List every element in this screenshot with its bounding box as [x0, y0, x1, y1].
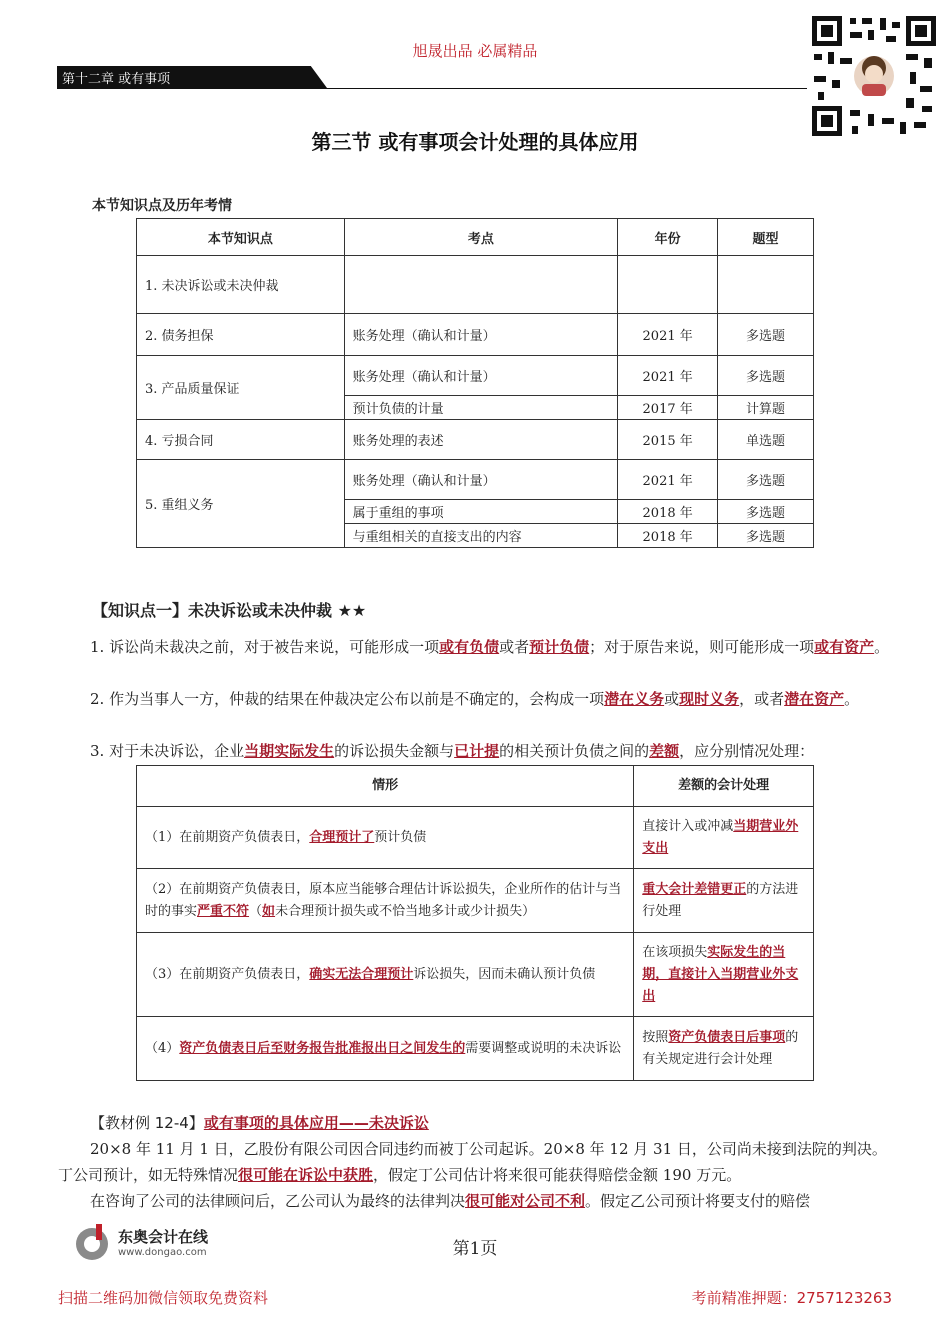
key-term: 确实无法合理预计 [309, 966, 414, 982]
key-term: 资产负债表日后事项 [668, 1029, 786, 1045]
situation-cell [137, 1017, 634, 1081]
logo-name: 东奥会计在线 [118, 1228, 209, 1246]
text-run: （3）在前期资产负债表日， [145, 966, 310, 982]
topic-cell: 5. 重组义务 [137, 460, 345, 548]
table-row [137, 460, 814, 500]
point-cell: 属于重组的事项 [344, 500, 618, 524]
year-cell: 2018 年 [618, 500, 718, 524]
example-paragraph-1 [58, 1136, 892, 1188]
key-term: 已计提 [454, 742, 500, 760]
table-row [137, 314, 814, 356]
key-term: 如 [262, 903, 276, 919]
section-title: 第三节 或有事项会计处理的具体应用 [311, 130, 639, 154]
point-cell: 预计负债的计量 [344, 396, 618, 420]
col-header-point: 考点 [344, 219, 618, 256]
example-label: 【教材例 12-4】 [90, 1114, 204, 1132]
overview-table [136, 218, 814, 548]
type-cell: 多选题 [718, 314, 814, 356]
year-cell [618, 256, 718, 314]
type-cell: 单选题 [718, 420, 814, 460]
text-run: 在咨询了公司的法律顾问后，乙公司认为最终的法律判决 [90, 1192, 466, 1210]
table-row [137, 356, 814, 396]
treatment-cell [634, 933, 814, 1017]
key-term: 严重不符 [197, 903, 250, 919]
text-run: 诉讼损失，因而未确认预计负债 [413, 966, 596, 982]
year-cell: 2021 年 [618, 314, 718, 356]
type-cell [718, 256, 814, 314]
key-term: 很可能在诉讼中获胜 [238, 1166, 374, 1184]
situation-cell [137, 869, 634, 933]
key-term: 当期营业外支出 [642, 818, 799, 856]
treatment-cell [634, 807, 814, 869]
text-run: 3. 对于未决诉讼，企业 [90, 742, 245, 760]
text-run: （2）在前期资产负债表日，原本应当能够合理估计诉讼损失，企业所作的估计与当时的事实 [145, 881, 622, 919]
type-cell: 多选题 [718, 524, 814, 548]
situation-cell [137, 933, 634, 1017]
col-header-treatment: 差额的会计处理 [634, 766, 814, 807]
key-term: 潜在义务 [604, 690, 665, 708]
text-run: 的诉讼损失金额与 [334, 742, 455, 760]
cases-table [136, 765, 814, 1081]
key-term: 预计负债 [529, 638, 590, 656]
topic-cell: 2. 债务担保 [137, 314, 345, 356]
text-run: 直接计入或冲减 [642, 818, 734, 834]
page-number: 第1页 [452, 1239, 498, 1259]
type-cell: 多选题 [718, 500, 814, 524]
text-run: 或者 [499, 638, 530, 656]
point-cell [344, 256, 618, 314]
text-run: 按照 [642, 1029, 669, 1045]
text-run: 未合理预计损失或不恰当地多计或少计损失） [275, 903, 536, 919]
point-cell: 账务处理（确认和计量） [344, 314, 618, 356]
text-run: 1. 诉讼尚未裁决之前，对于被告来说，可能形成一项 [90, 638, 440, 656]
text-run: 20×8 年 11 月 1 日，乙股份有限公司因合同违约而被丁公司起诉。20×8 年 12 月 31 日，公司尚未接到法院的判决。丁公司预计，如无特殊情况 [58, 1140, 887, 1184]
text-run: ；对于原告来说，则可能形成一项 [589, 638, 815, 656]
text-run: （ [249, 903, 263, 919]
key-term: 资产负债表日后至财务报告批准报出日之间发生的 [179, 1040, 466, 1056]
situation-cell [137, 807, 634, 869]
chapter-label: 第十二章 或有事项 [62, 72, 171, 87]
text-run: 。假定乙公司预计将要支付的赔偿 [585, 1192, 811, 1210]
paragraph-1 [58, 634, 892, 660]
text-run: 2. 作为当事人一方，仲裁的结果在仲裁决定公布以前是不确定的，会构成一项 [90, 690, 605, 708]
text-run: （4） [145, 1040, 180, 1056]
point-cell: 账务处理（确认和计量） [344, 460, 618, 500]
brand-banner: 旭晟出品 必属精品 [412, 42, 538, 60]
year-cell: 2017 年 [618, 396, 718, 420]
year-cell: 2021 年 [618, 460, 718, 500]
topic-cell: 3. 产品质量保证 [137, 356, 345, 420]
knowledge-heading: 【知识点一】未决诉讼或未决仲裁 ★★ [92, 601, 367, 620]
col-header-topic: 本节知识点 [137, 219, 345, 256]
paragraph-3 [58, 738, 892, 764]
topic-cell: 4. 亏损合同 [137, 420, 345, 460]
key-term: 差额 [649, 742, 680, 760]
text-run: （1）在前期资产负债表日， [145, 829, 310, 845]
logo-url: www.dongao.com [118, 1247, 207, 1258]
point-cell: 账务处理（确认和计量） [344, 356, 618, 396]
key-term: 实际发生的当期，直接计入当期营业外支出 [642, 944, 799, 1004]
point-cell: 与重组相关的直接支出的内容 [344, 524, 618, 548]
key-term: 很可能对公司不利 [465, 1192, 586, 1210]
key-term: 或有资产 [814, 638, 875, 656]
footer-right-note: 考前精准押题：2757123263 [691, 1289, 892, 1307]
key-term: 当期实际发生 [244, 742, 335, 760]
text-run: 的相关预计负债之间的 [499, 742, 650, 760]
overview-heading: 本节知识点及历年考情 [92, 198, 232, 214]
text-run: ，假定丁公司估计将来很可能获得赔偿金额 190 万元。 [373, 1166, 742, 1184]
key-term: 现时义务 [679, 690, 740, 708]
text-run: 。 [874, 638, 890, 656]
type-cell: 多选题 [718, 356, 814, 396]
treatment-cell [634, 1017, 814, 1081]
qr-code-icon [810, 14, 938, 138]
topic-cell: 1. 未决诉讼或未决仲裁 [137, 256, 345, 314]
text-run: 预计负债 [374, 829, 427, 845]
key-term: 合理预计了 [309, 829, 375, 845]
text-run: 。 [844, 690, 860, 708]
table-row [137, 420, 814, 460]
text-run: 需要调整或说明的未决诉讼 [465, 1040, 622, 1056]
treatment-cell [634, 869, 814, 933]
table-row [137, 1017, 814, 1081]
text-run: 或 [664, 690, 680, 708]
type-cell: 计算题 [718, 396, 814, 420]
table-row [137, 933, 814, 1017]
point-cell: 账务处理的表述 [344, 420, 618, 460]
text-run: 的方法进行处理 [642, 881, 799, 919]
paragraph-2 [58, 686, 892, 712]
header-rule [57, 88, 807, 89]
year-cell: 2018 年 [618, 524, 718, 548]
example-title: 或有事项的具体应用——未决诉讼 [203, 1114, 429, 1132]
year-cell: 2015 年 [618, 420, 718, 460]
text-run: 在该项损失 [642, 944, 708, 960]
year-cell: 2021 年 [618, 356, 718, 396]
type-cell: 多选题 [718, 460, 814, 500]
col-header-type: 题型 [718, 219, 814, 256]
example-heading [90, 1112, 429, 1133]
col-header-year: 年份 [618, 219, 718, 256]
text-run: 的有关规定进行会计处理 [642, 1029, 799, 1067]
table-row [137, 256, 814, 314]
example-paragraph-2 [58, 1188, 892, 1214]
col-header-situation: 情形 [137, 766, 634, 807]
text-run: ，或者 [739, 690, 785, 708]
footer-left-note: 扫描二维码加微信领取免费资料 [58, 1289, 269, 1307]
text-run: ，应分别情况处理： [679, 742, 815, 760]
table-row [137, 869, 814, 933]
table-row [137, 807, 814, 869]
key-term: 或有负债 [439, 638, 500, 656]
key-term: 重大会计差错更正 [642, 881, 747, 897]
key-term: 潜在资产 [784, 690, 845, 708]
